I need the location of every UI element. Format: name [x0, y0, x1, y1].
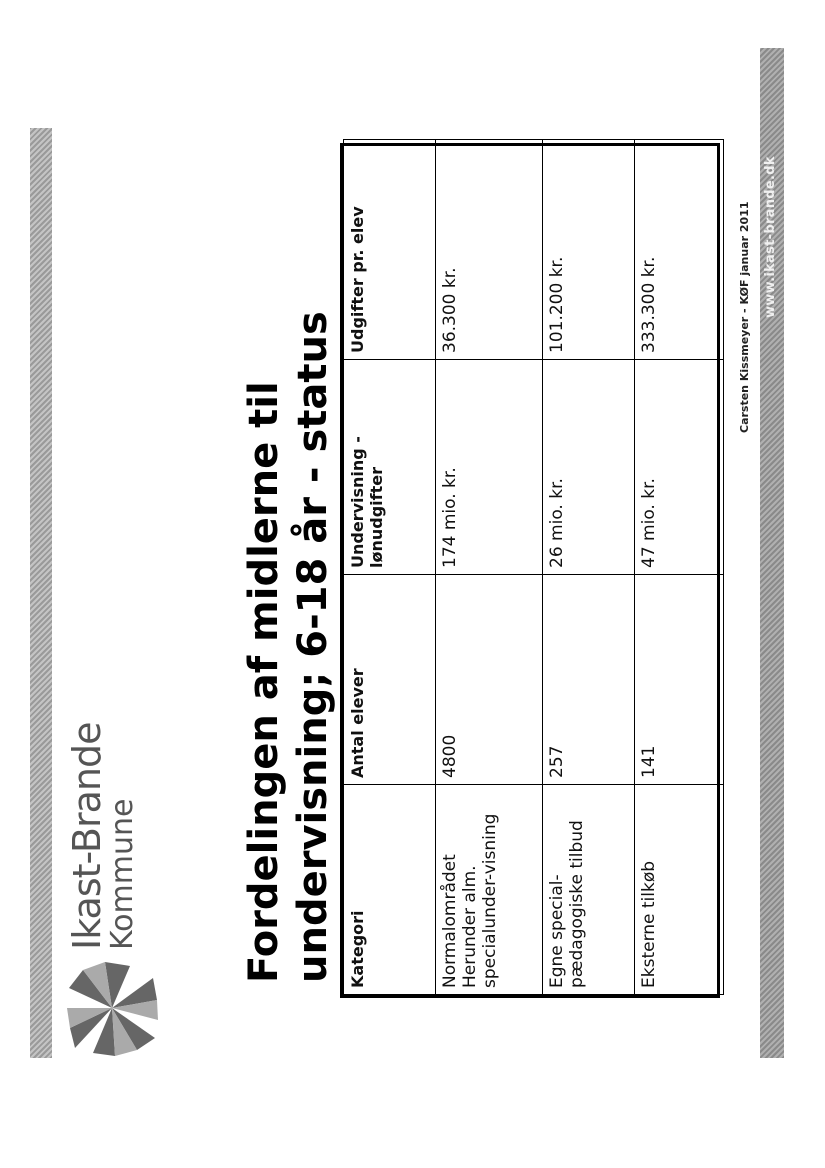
header-antal-elever: Antal elever [344, 575, 436, 785]
cell-udgifter: 101.200 kr. [543, 140, 635, 360]
cell-udgifter: 36.300 kr. [436, 140, 543, 360]
title-line-1: Fordelingen af midlerne til [241, 381, 287, 983]
page-title [240, 83, 338, 983]
cell-kategori: Eksterne tilkøb [635, 785, 724, 995]
title-line-2: undervisning; 6-18 år - status [289, 311, 336, 983]
header-kategori: Kategori [344, 785, 436, 995]
top-decorative-bar [30, 128, 52, 1058]
table-row [543, 140, 635, 995]
cell-udgifter: 333.300 kr. [635, 140, 724, 360]
website-link[interactable]: www.ikast-brande.dk [763, 156, 778, 318]
cell-undervisning: 174 mio. kr. [436, 360, 543, 575]
logo-name: Ikast-Brande [65, 722, 109, 950]
table-row [436, 140, 543, 995]
logo-pinwheel-icon [65, 958, 160, 1058]
table-header-row [344, 140, 436, 995]
cell-undervisning: 47 mio. kr. [635, 360, 724, 575]
cell-antal: 4800 [436, 575, 543, 785]
author-credit: Carsten Kissmeyer - KØF januar 2011 [738, 201, 751, 433]
cell-antal: 257 [543, 575, 635, 785]
table-row [635, 140, 724, 995]
logo-wordmark [65, 722, 140, 950]
cell-kategori: Egne special-pædagogiske tilbud [543, 785, 635, 995]
header-udgifter: Udgifter pr. elev [344, 140, 436, 360]
cell-antal: 141 [635, 575, 724, 785]
cell-undervisning: 26 mio. kr. [543, 360, 635, 575]
data-table [340, 143, 720, 998]
header-undervisning: Undervisning - lønudgifter [344, 360, 436, 575]
cell-kategori: Normalområdet Herunder alm. specialunder-visning [436, 785, 543, 995]
logo-sub: Kommune [105, 798, 140, 950]
